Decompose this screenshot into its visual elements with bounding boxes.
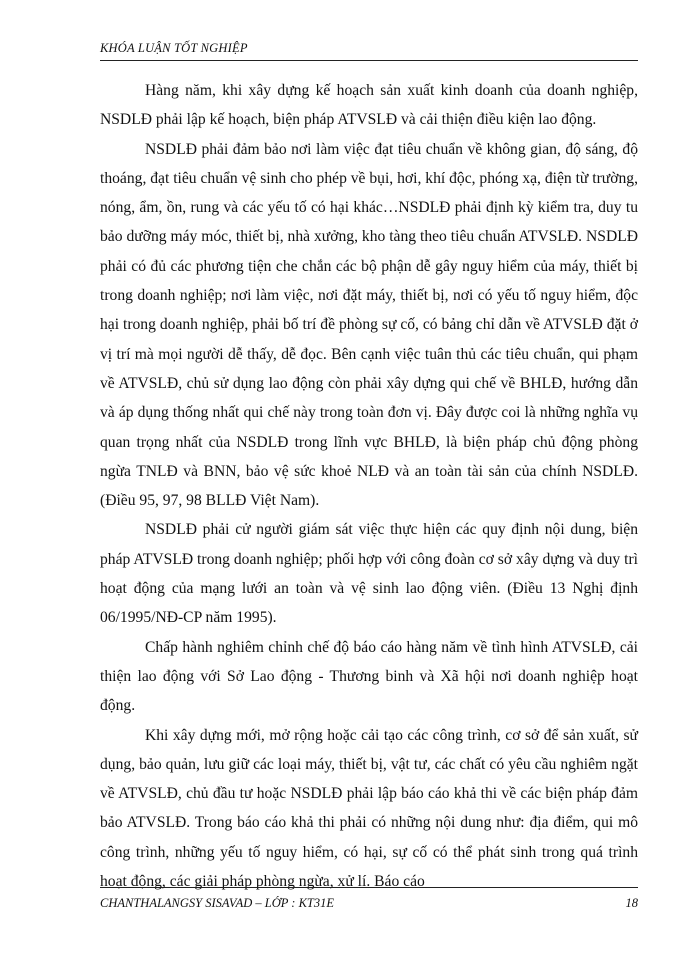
paragraph: Hàng năm, khi xây dựng kế hoạch sản xuất kinh doanh của doanh nghiệp, NSDLĐ phải lập kế hoạch, biện pháp ATVSLĐ và cải thiện điều kiện lao động. [100,82,638,129]
footer-rule [100,887,638,888]
paragraph: NSDLĐ phải cử người giám sát việc thực hiện các quy định nội dung, biện pháp ATVSLĐ trong doanh nghiệp; phối hợp với công đoàn cơ sở xây dựng và duy trì hoạt động của mạng lưới an toàn và vệ sinh lao động viên. (Điều 13 Nghị định 06/1995/NĐ-CP năm 1995). [100,521,638,627]
body-text [100,76,638,896]
page-number: 18 [625,896,638,910]
paragraph: Khi xây dựng mới, mở rộng hoặc cải tạo các công trình, cơ sở để sản xuất, sử dụng, bảo quản, lưu giữ các loại máy, thiết bị, vật tư, các chất có yêu cầu nghiêm ngặt về ATVSLĐ, chủ đầu tư hoặc NSDLĐ phải lập báo cáo khả thi về các biện pháp đảm bảo ATVSLĐ. Trong báo cáo khả thi phải có những nội dung như: địa điểm, qui mô công trình, những yếu tố nguy hiểm, có hại, sự cố có thể phát sinh trong quá trình hoạt động, các giải pháp phòng ngừa, xử lí. Báo cáo [100,726,638,891]
paragraph: NSDLĐ phải đảm bảo nơi làm việc đạt tiêu chuẩn về không gian, độ sáng, độ thoáng, đạt tiêu chuẩn vệ sinh cho phép về bụi, hơi, khí độc, phóng xạ, điện từ trường, nóng, ẩm, ồn, rung và các yếu tố có hại khác…NSDLĐ phải định kỳ kiểm tra, duy tu bảo dưỡng máy móc, thiết bị, nhà xưởng, kho tàng theo tiêu chuẩn ATVSLĐ. NSDLĐ phải có đủ các phương tiện che chắn các bộ phận dễ gây nguy hiểm của máy, thiết bị trong doanh nghiệp; nơi làm việc, nơi đặt máy, thiết bị, nơi có yếu tố nguy hiểm, độc hại trong doanh nghiệp, phải bố trí đề phòng sự cố, có bảng chỉ dẫn về ATVSLĐ đặt ở vị trí mà mọi người dễ thấy, dễ đọc. Bên cạnh việc tuân thủ các tiêu chuẩn, qui phạm về ATVSLĐ, chủ sử dụng lao động còn phải xây dựng qui chế về BHLĐ, hướng dẫn và áp dụng thống nhất qui chế này trong toàn đơn vị. Đây được coi là những nghĩa vụ quan trọng nhất của NSDLĐ trong lĩnh vực BHLĐ, là biện pháp chủ động phòng ngừa TNLĐ và BNN, bảo vệ sức khoẻ NLĐ và an toàn tài sản của chính NSDLĐ. (Điều 95, 97, 98 BLLĐ Việt Nam). [100,140,638,510]
footer-author: CHANTHALANGSY SISAVAD – LỚP : KT31E [100,896,335,910]
header-rule [100,60,638,61]
paragraph: Chấp hành nghiêm chỉnh chế độ báo cáo hàng năm về tình hình ATVSLĐ, cải thiện lao động với Sở Lao động - Thương binh và Xã hội nơi doanh nghiệp hoạt động. [100,638,638,715]
page-header: KHÓA LUẬN TỐT NGHIỆP [100,41,248,55]
page-footer [100,896,638,911]
